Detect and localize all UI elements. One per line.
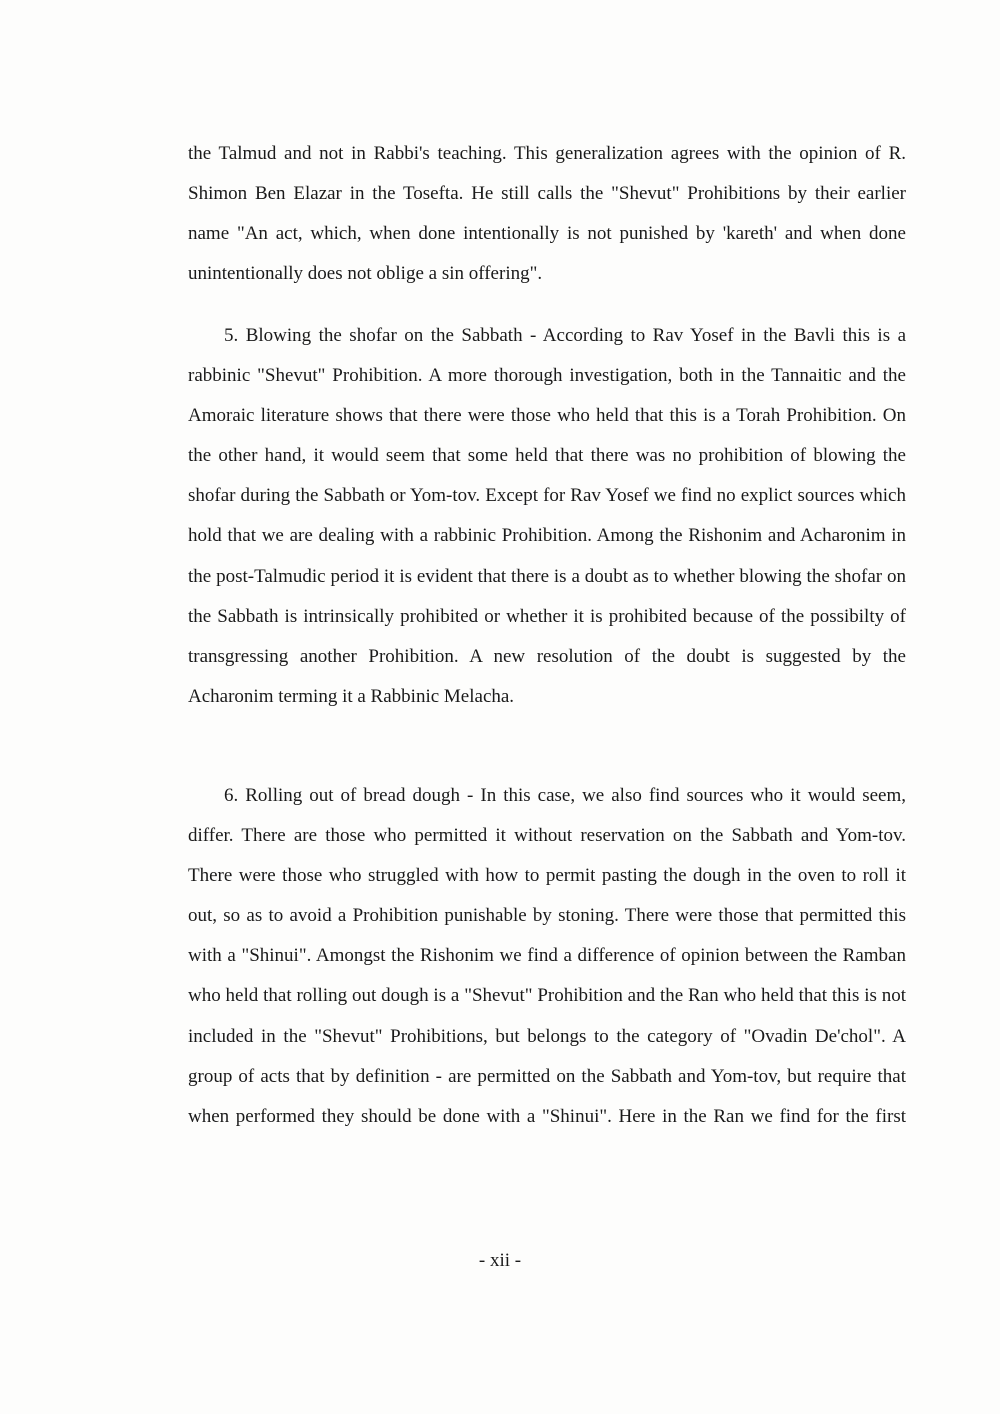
paragraph-shofar: 5. Blowing the shofar on the Sabbath - According to Rav Yosef in the Bavli this is a rabbinic "Shevut" Prohibition. A more thorough investigation, both in the Tannaitic and the Amoraic literature shows that there were those who held that this is a Torah Prohibition. On the other hand, it would seem that some held that there was no prohibition of blowing the shofar during the Sabbath or Yom-tov. Except for Rav Yosef we find no explict sources which hold that we are dealing with a rabbinic Prohibition. Among the Rishonim and Acharonim in the post-Talmudic period it is evident that there is a doubt as to whether blowing the shofar on the Sabbath is intrinsically prohibited or whether it is prohibited because of the possibilty of transgressing another Prohibition. A new resolution of the doubt is suggested by the Acharonim terming it a Rabbinic Melacha. (188, 325, 906, 707)
paragraph-bread-dough: 6. Rolling out of bread dough - In this case, we also find sources who it would seem, differ. There are those who permitted it without reservation on the Sabbath and Yom-tov. There were those who struggled with how to permit pasting the dough in the oven to roll it out, so as to avoid a Prohibition punishable by stoning. There were those that permitted this with a "Shinui". Amongst the Rishonim we find a difference of opinion between the Ramban who held that rolling out dough is a "Shevut" Prohibition and the Ran who held that this is not included in the "Shevut" Prohibitions, but belongs to the category of "Ovadin De'chol". A group of acts that by definition - are permitted on the Sabbath and Yom-tov, but require that when performed they should be done with a "Shinui". Here in the Ran we find for the first (188, 785, 906, 1127)
paragraph-continuation: the Talmud and not in Rabbi's teaching. This generalization agrees with the opinion of R. Shimon Ben Elazar in the Tosefta. He still calls the "Shevut" Prohibitions by their earlier name "An act, which, when done intentionally is not punished by 'kareth' and when done unintentionally does not oblige a sin offering". (188, 143, 906, 285)
page-number: - xii - (478, 1250, 522, 1271)
